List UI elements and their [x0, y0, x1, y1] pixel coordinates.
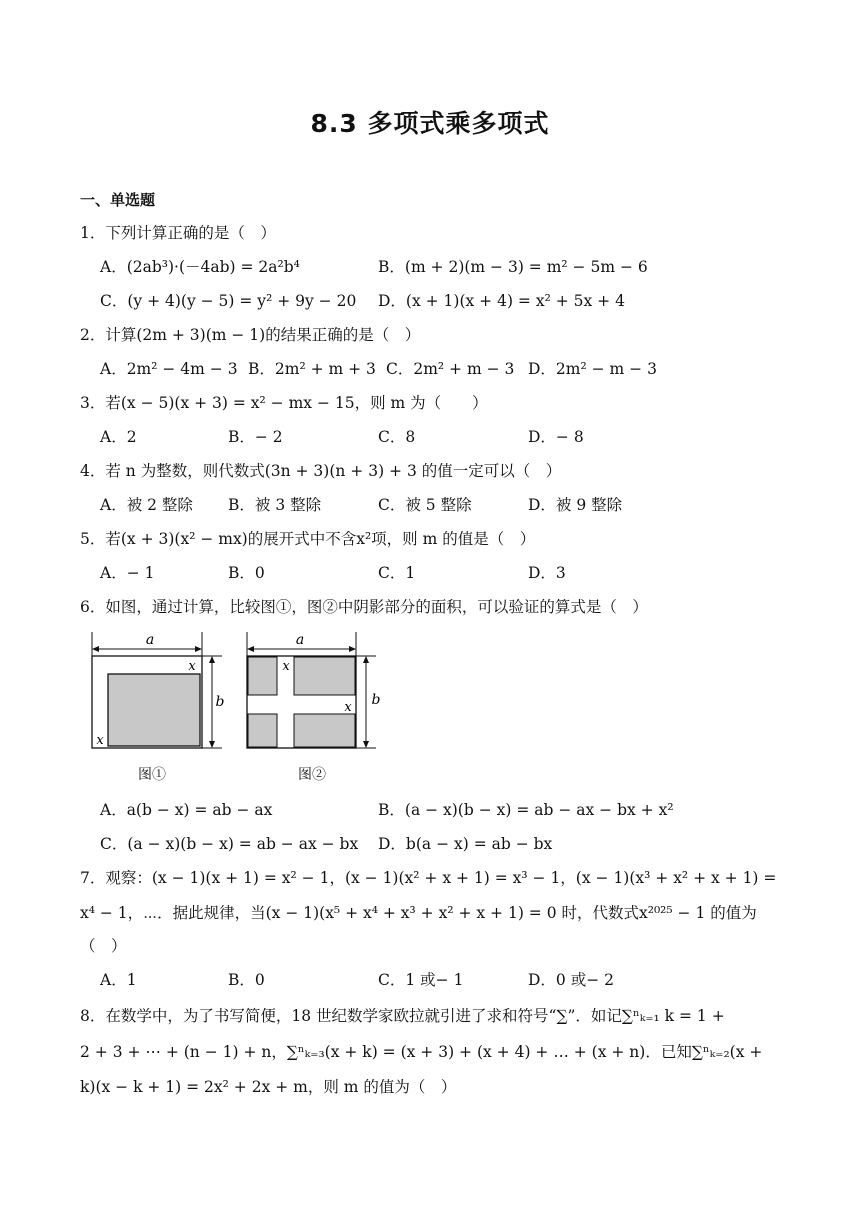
fig2-shaded-top-right — [294, 657, 355, 695]
fig2-shaded-bottom-left — [248, 714, 277, 747]
question-6-stem: 6．如图，通过计算，比较图①，图②中阴影部分的面积，可以验证的算式是（ ） — [80, 598, 648, 616]
fig2-label-b: b — [371, 692, 381, 708]
question-2-option-a: A．2m² − 4m − 3 — [100, 360, 238, 378]
question-4-option-a: A．被 2 整除 — [100, 496, 193, 514]
question-3-option-c: C．8 — [378, 428, 416, 446]
fig2-label-x-right: x — [344, 700, 352, 715]
question-3-option-b: B．− 2 — [228, 428, 283, 446]
fig2-label-a: a — [295, 632, 305, 648]
question-5-stem: 5．若(x + 3)(x² − mx)的展开式中不含x²项，则 m 的值是（ ） — [80, 530, 536, 548]
question-1-option-a: A．(2ab³)·(－4ab) = 2a²b⁴ — [100, 258, 300, 276]
page-title: 8.3 多项式乘多项式 — [310, 109, 550, 138]
question-5-option-a: A．− 1 — [100, 564, 155, 582]
figure-2-diagram — [236, 628, 386, 760]
question-4-stem: 4．若 n 为整数，则代数式(3n + 3)(n + 3) + 3 的值一定可以（ ） — [80, 462, 562, 480]
fig1-shaded-region — [108, 674, 200, 746]
question-4-option-c: C．被 5 整除 — [378, 496, 472, 514]
figure-1-caption: 图① — [138, 767, 166, 783]
fig1-label-b: b — [215, 694, 225, 710]
question-7-line-2: x⁴ − 1，⋯．据此规律，当(x − 1)(x⁵ + x⁴ + x³ + x² + x + 1) = 0 时，代数式x²⁰²⁵ − 1 的值为 — [80, 904, 757, 922]
question-8-line-3: k)(x − k + 1) = 2x² + 2x + m，则 m 的值为（ ） — [80, 1078, 457, 1096]
fig1-label-x-top: x — [188, 659, 196, 674]
fig2-shaded-top-left — [248, 657, 277, 695]
fig1-label-x-left: x — [96, 733, 104, 748]
question-2-option-b: B．2m² + m + 3 — [248, 360, 376, 378]
question-6-option-c: C．(a − x)(b − x) = ab − ax − bx — [100, 835, 359, 853]
question-5-option-b: B．0 — [228, 564, 265, 582]
question-2-stem: 2．计算(2m + 3)(m − 1)的结果正确的是（ ） — [80, 326, 421, 344]
question-5-option-d: D．3 — [528, 564, 566, 582]
fig2-label-x-top: x — [282, 659, 290, 674]
question-7-line-1: 7．观察：(x − 1)(x + 1) = x² − 1，(x − 1)(x² + x + 1) = x³ − 1，(x − 1)(x³ + x² + x + 1) = — [80, 869, 777, 887]
question-1-option-b: B．(m + 2)(m − 3) = m² − 5m − 6 — [378, 258, 648, 276]
question-2-option-c: C．2m² + m − 3 — [386, 360, 515, 378]
question-3-option-a: A．2 — [100, 428, 137, 446]
section-heading: 一、单选题 — [80, 191, 156, 209]
question-7-option-a: A．1 — [100, 971, 137, 989]
question-5-option-c: C．1 — [378, 564, 416, 582]
question-6-option-b: B．(a − x)(b − x) = ab − ax − bx + x² — [378, 801, 674, 819]
question-8-line-1: 8．在数学中，为了书写简便，18 世纪数学家欧拉就引进了求和符号“∑”．如记∑ⁿₖ₌₁ k = 1 + — [80, 1007, 725, 1025]
question-2-option-d: D．2m² − m − 3 — [528, 360, 657, 378]
question-7-line-3: （ ） — [80, 937, 127, 955]
figure-2-caption: 图② — [298, 767, 326, 783]
question-7-option-d: D．0 或− 2 — [528, 971, 614, 989]
fig2-shaded-bottom-right — [294, 714, 355, 747]
question-3-option-d: D．− 8 — [528, 428, 584, 446]
question-3-stem: 3．若(x − 5)(x + 3) = x² − mx − 15，则 m 为（ ） — [80, 394, 488, 412]
question-1-option-c: C．(y + 4)(y − 5) = y² + 9y − 20 — [100, 292, 357, 310]
question-7-option-b: B．0 — [228, 971, 265, 989]
question-1-option-d: D．(x + 1)(x + 4) = x² + 5x + 4 — [378, 292, 625, 310]
fig1-label-a: a — [145, 632, 155, 648]
question-6-option-d: D．b(a − x) = ab − bx — [378, 835, 553, 853]
question-4-option-b: B．被 3 整除 — [228, 496, 322, 514]
question-8-line-2: 2 + 3 + ⋯ + (n − 1) + n，∑ⁿₖ₌₃(x + k) = (x + 3) + (x + 4) + … + (x + n)．已知∑ⁿₖ₌₂(x + — [80, 1043, 763, 1061]
question-7-option-c: C．1 或− 1 — [378, 971, 464, 989]
question-1-stem: 1．下列计算正确的是（ ） — [80, 224, 276, 242]
figure-1-diagram — [80, 628, 230, 760]
question-4-option-d: D．被 9 整除 — [528, 496, 623, 514]
question-6-option-a: A．a(b − x) = ab − ax — [100, 801, 273, 819]
